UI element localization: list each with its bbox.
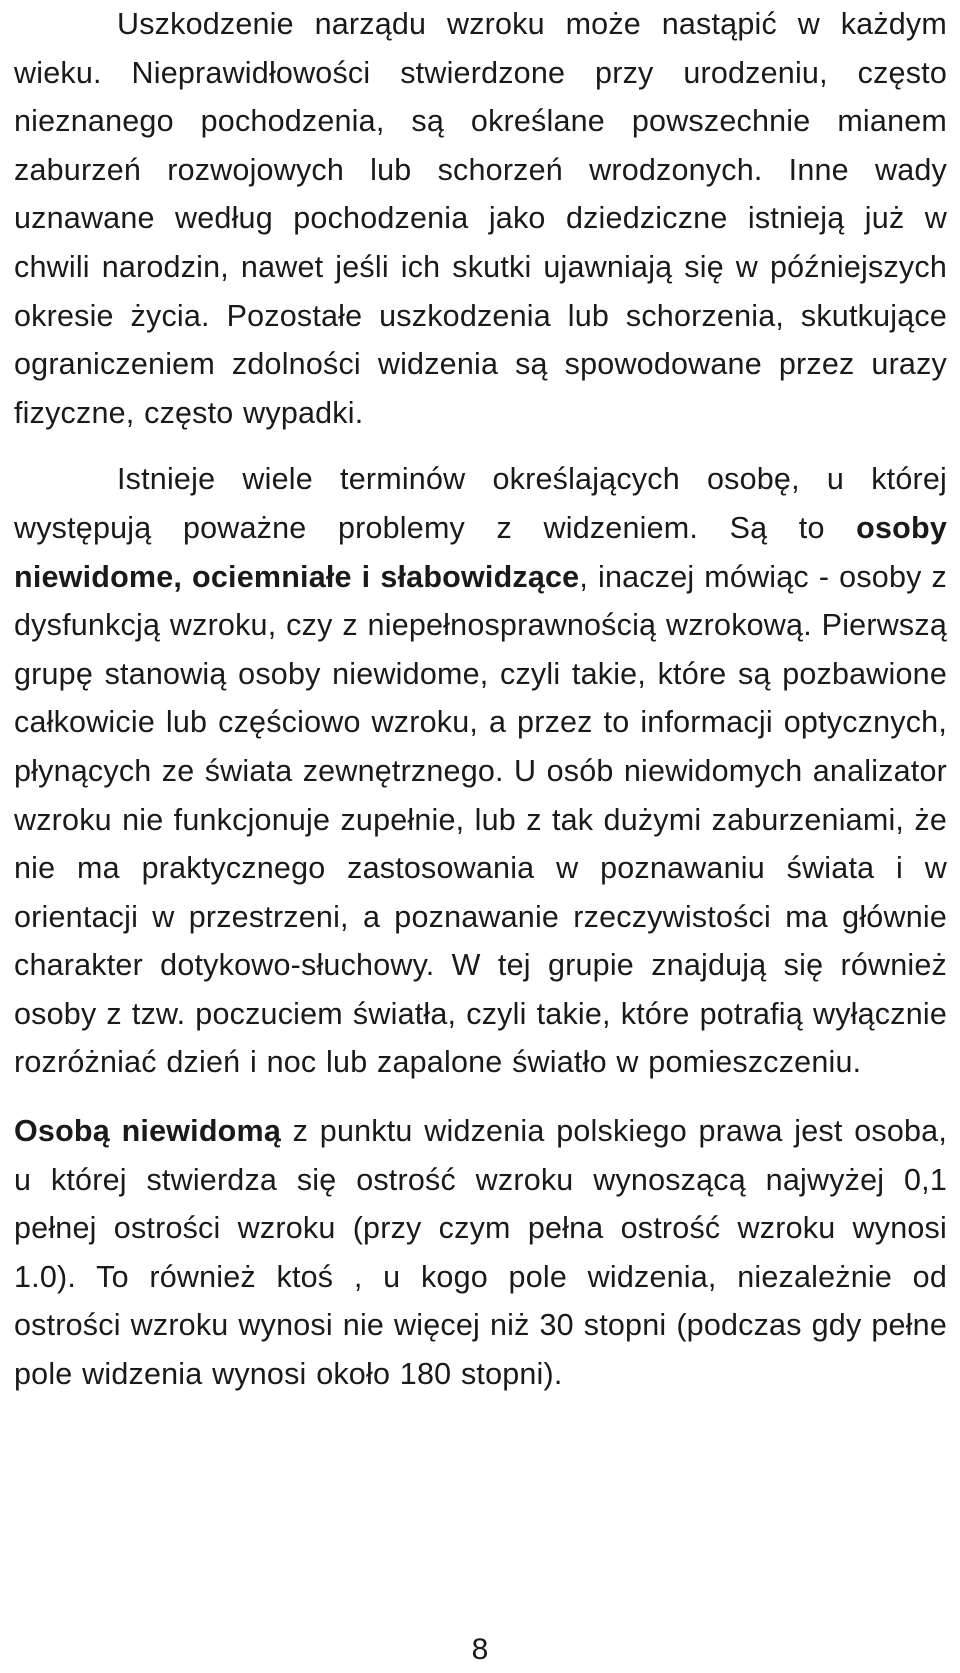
- bold-term-blind-person: Osobą niewidomą: [14, 1114, 281, 1149]
- paragraph-vision-damage: Uszkodzenie narządu wzroku może nastąpić w każdym wieku. Nieprawidłowości stwierdzone przy urodzeniu, często nieznanego pochodzenia, są określane powszechnie mianem zaburzeń rozwojowych lub schorzeń wrodzonych. Inne wady uznawane według pochodzenia jako dziedziczne istnieją już w chwili narodzin, nawet jeśli ich skutki ujawniają się w późniejszych okresie życia. Pozostałe uszkodzenia lub schorzenia, skutkujące ograniczeniem zdolności widzenia są spowodowane przez urazy fizyczne, często wypadki.: [14, 7, 947, 430]
- paragraph-legal-definition-body: z punktu widzenia polskiego prawa jest osoba, u której stwierdza się ostrość wzroku wynoszącą najwyżej 0,1 pełnej ostrości wzroku (przy czym pełna ostrość wzroku wynosi 1.0). To również ktoś , u kogo pole widzenia, niezależnie od ostrości wzroku wynosi nie więcej niż 30 stopni (podczas gdy pełne pole widzenia wynosi około 180 stopni).: [14, 1114, 947, 1392]
- page-number: 8: [471, 1633, 489, 1666]
- document-page: [14, 0, 947, 1399]
- paragraph-terminology: [14, 455, 947, 1087]
- paragraph-terminology-body: , inaczej mówiąc - osoby z dysfunkcją wzroku, czy z niepełnosprawnością wzrokową. Pierwszą grupę stanowią osoby niewidome, czyli takie, które są pozbawione całkowicie lub częściowo wzroku, a przez to informacji optycznych, płynących ze świata zewnętrznego. U osób niewidomych analizator wzroku nie funkcjonuje zupełnie, lub z tak dużymi zaburzeniami, że nie ma praktycznego zastosowania w poznawaniu świata i w orientacji w przestrzeni, a poznawanie rzeczywistości ma głównie charakter dotykowo-słuchowy. W tej grupie znajdują się również osoby z tzw. poczuciem światła, czyli takie, które potrafią wyłącznie rozróżniać dzień i noc lub zapalone światło w pomieszczeniu.: [14, 559, 947, 1080]
- paragraph-legal-definition: [14, 1107, 947, 1399]
- paragraph-terminology-intro: Istnieje wiele terminów określających osobę, u której występują poważne problemy z widzeniem. Są to: [14, 462, 947, 545]
- bold-term-groups: osoby niewidome, ociemniałe i słabowidzące: [14, 510, 947, 594]
